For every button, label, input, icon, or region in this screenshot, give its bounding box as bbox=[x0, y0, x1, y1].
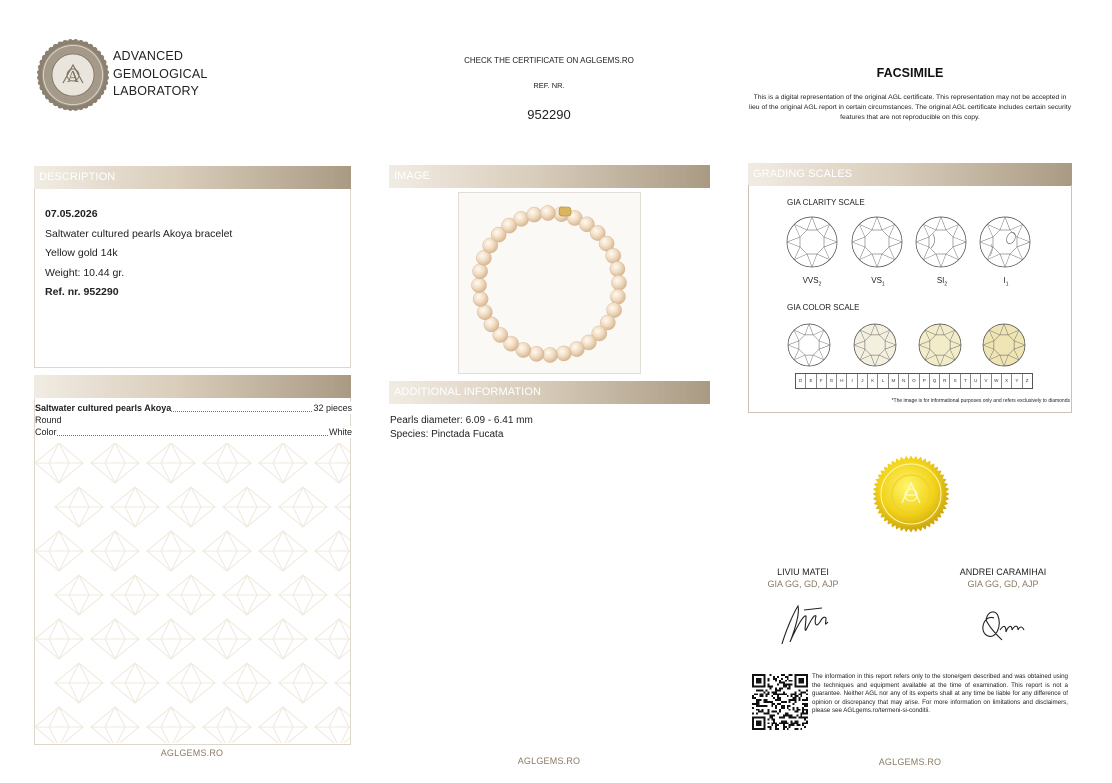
image-heading: IMAGE bbox=[389, 165, 710, 188]
svg-text:A: A bbox=[66, 67, 80, 86]
metal: Yellow gold 14k bbox=[45, 247, 118, 260]
pearl bbox=[473, 291, 488, 306]
pearl bbox=[477, 305, 492, 320]
color-letter: E bbox=[805, 374, 815, 388]
pearl bbox=[540, 205, 555, 220]
description-heading: DESCRIPTION bbox=[34, 166, 351, 189]
pearl bbox=[471, 278, 486, 293]
grading-heading: GRADING SCALES bbox=[748, 163, 1072, 186]
color-letter: K bbox=[867, 374, 877, 388]
color-letter: Z bbox=[1022, 374, 1032, 388]
color-letter: S bbox=[949, 374, 959, 388]
color-letter: V bbox=[980, 374, 990, 388]
pearl bbox=[527, 207, 542, 222]
dotted-leader bbox=[35, 435, 352, 436]
color-letter: U bbox=[970, 374, 980, 388]
facsimile-title: FACSIMILE bbox=[876, 66, 944, 80]
color-letter: P bbox=[919, 374, 929, 388]
clarity-diamond-si bbox=[916, 217, 966, 267]
pearl bbox=[529, 346, 544, 361]
color-letter: W bbox=[991, 374, 1001, 388]
color-letter: X bbox=[1001, 374, 1011, 388]
ref-number: 952290 bbox=[527, 107, 571, 122]
signatory-2-title: GIA GG, GD, AJP bbox=[967, 579, 1039, 589]
clarity-diamond-vvs bbox=[787, 217, 837, 267]
item-row-value: 32 pieces bbox=[313, 403, 352, 413]
color-diamond-sample bbox=[788, 324, 830, 366]
items-panel bbox=[34, 398, 351, 745]
signature-2 bbox=[976, 604, 1032, 646]
ref-label: REF. NR. bbox=[533, 81, 565, 90]
grading-note: *The image is for informational purposes only and refers exclusively to diamonds bbox=[891, 398, 1070, 404]
clarity-label-i: $I_1$ bbox=[1003, 276, 1009, 288]
item-row-label: Saltwater cultured pearls Akoya bbox=[35, 403, 172, 413]
item-row-pearls bbox=[35, 402, 352, 414]
item-row-label: Color bbox=[35, 427, 57, 437]
color-letter-scale bbox=[795, 373, 1033, 389]
lab-name-line-2: GEMOLOGICAL bbox=[113, 66, 208, 81]
color-diamond-sample bbox=[919, 324, 961, 366]
color-letter: D bbox=[799, 378, 803, 383]
color-diamond-sample bbox=[854, 324, 896, 366]
pearl-species: Species: Pinctada Fucata bbox=[390, 429, 504, 440]
color-letter: H bbox=[836, 374, 846, 388]
pearl bbox=[611, 275, 626, 290]
additional-info-panel bbox=[390, 414, 533, 442]
signatory-2-name: ANDREI CARAMIHAI bbox=[959, 567, 1047, 577]
color-letter: I bbox=[846, 374, 856, 388]
color-letter: Y bbox=[1011, 374, 1021, 388]
item-row-color bbox=[35, 426, 352, 438]
lab-name-line-1: ADVANCED bbox=[113, 49, 184, 63]
pearl bbox=[610, 261, 625, 276]
signature-1 bbox=[776, 600, 836, 648]
agl-logo-seal bbox=[36, 38, 110, 112]
grading-panel bbox=[748, 185, 1072, 413]
pearl bbox=[606, 248, 621, 263]
item-title: Saltwater cultured pearls Akoya bracelet bbox=[45, 227, 233, 240]
signatory-1-title: GIA GG, GD, AJP bbox=[767, 579, 839, 589]
clarity-scale-diagrams bbox=[785, 214, 1045, 274]
description-panel bbox=[34, 189, 351, 368]
bracelet-image bbox=[458, 192, 641, 374]
weight: Weight: 10.44 gr. bbox=[45, 266, 125, 279]
color-scale-diagrams bbox=[785, 321, 1045, 371]
pearl bbox=[543, 347, 558, 362]
footer-website-right[interactable]: AGLGEMS.RO bbox=[878, 757, 942, 767]
disclaimer-text: The information in this report refers only to the stone/gem described and was obtained using the techniques and equipment available at the time of examination. This report is not a guarantee. Neither AGL nor any of its experts shall at any time be liable for any difference of opinion or discrepancy that may arise. For more information on limitations and disclaimers, please see AGLgems.ro/termeni-si-conditii. bbox=[812, 673, 1068, 715]
certificate-date: 07.05.2026 bbox=[45, 208, 98, 220]
item-row-value: White bbox=[328, 427, 352, 437]
gold-certification-seal bbox=[872, 455, 950, 533]
footer-website-left[interactable]: AGLGEMS.RO bbox=[160, 748, 224, 758]
lab-name-line-3: LABORATORY bbox=[113, 84, 200, 98]
color-scale-title: GIA COLOR SCALE bbox=[787, 303, 860, 312]
pearl bbox=[556, 346, 571, 361]
clarity-scale-title: GIA CLARITY SCALE bbox=[787, 198, 865, 207]
facsimile-notice: This is a digital representation of the original AGL certificate. This representation may not be accepted in lieu of the original AGL report in certain circumstances. The original AGL certificate includes certain security features that are not reproducible on this copy. bbox=[749, 94, 1071, 121]
color-letter: Q bbox=[929, 374, 939, 388]
verification-qr-code[interactable] bbox=[752, 674, 808, 730]
color-letter: G bbox=[826, 374, 836, 388]
check-certificate-text: CHECK THE CERTIFICATE ON AGLGEMS.RO bbox=[464, 56, 634, 65]
clarity-label-vvs: $VVS_2$ bbox=[802, 276, 822, 288]
color-letter: T bbox=[960, 374, 970, 388]
pearl-diameter: Pearls diameter: 6.09 - 6.41 mm bbox=[390, 415, 533, 426]
color-letter: M bbox=[888, 374, 898, 388]
color-diamond-sample bbox=[983, 324, 1025, 366]
signatory-1-name: LIVIU MATEI bbox=[777, 567, 829, 577]
lab-name bbox=[113, 48, 208, 101]
item-row-shape bbox=[35, 414, 352, 426]
clarity-label-vs: $VS_1$ bbox=[871, 276, 885, 288]
clarity-label-si: $SI_2$ bbox=[936, 276, 948, 288]
color-letter: F bbox=[816, 374, 826, 388]
additional-info-heading: ADDITIONAL INFORMATION bbox=[389, 381, 710, 404]
clarity-diamond-i bbox=[980, 217, 1030, 267]
pearl bbox=[473, 264, 488, 279]
color-letter: R bbox=[939, 374, 949, 388]
watermark-pattern bbox=[35, 443, 350, 743]
footer-website-center[interactable]: AGLGEMS.RO bbox=[517, 756, 581, 766]
color-letter: N bbox=[898, 374, 908, 388]
pearl bbox=[610, 289, 625, 304]
color-letter: J bbox=[857, 374, 867, 388]
description-ref: Ref. nr. 952290 bbox=[45, 286, 119, 299]
clasp bbox=[559, 207, 571, 216]
color-letter: O bbox=[908, 374, 918, 388]
item-row-label: Round bbox=[35, 415, 62, 425]
color-letter: L bbox=[877, 374, 887, 388]
items-heading-bar bbox=[34, 375, 351, 398]
clarity-diamond-vs bbox=[852, 217, 902, 267]
